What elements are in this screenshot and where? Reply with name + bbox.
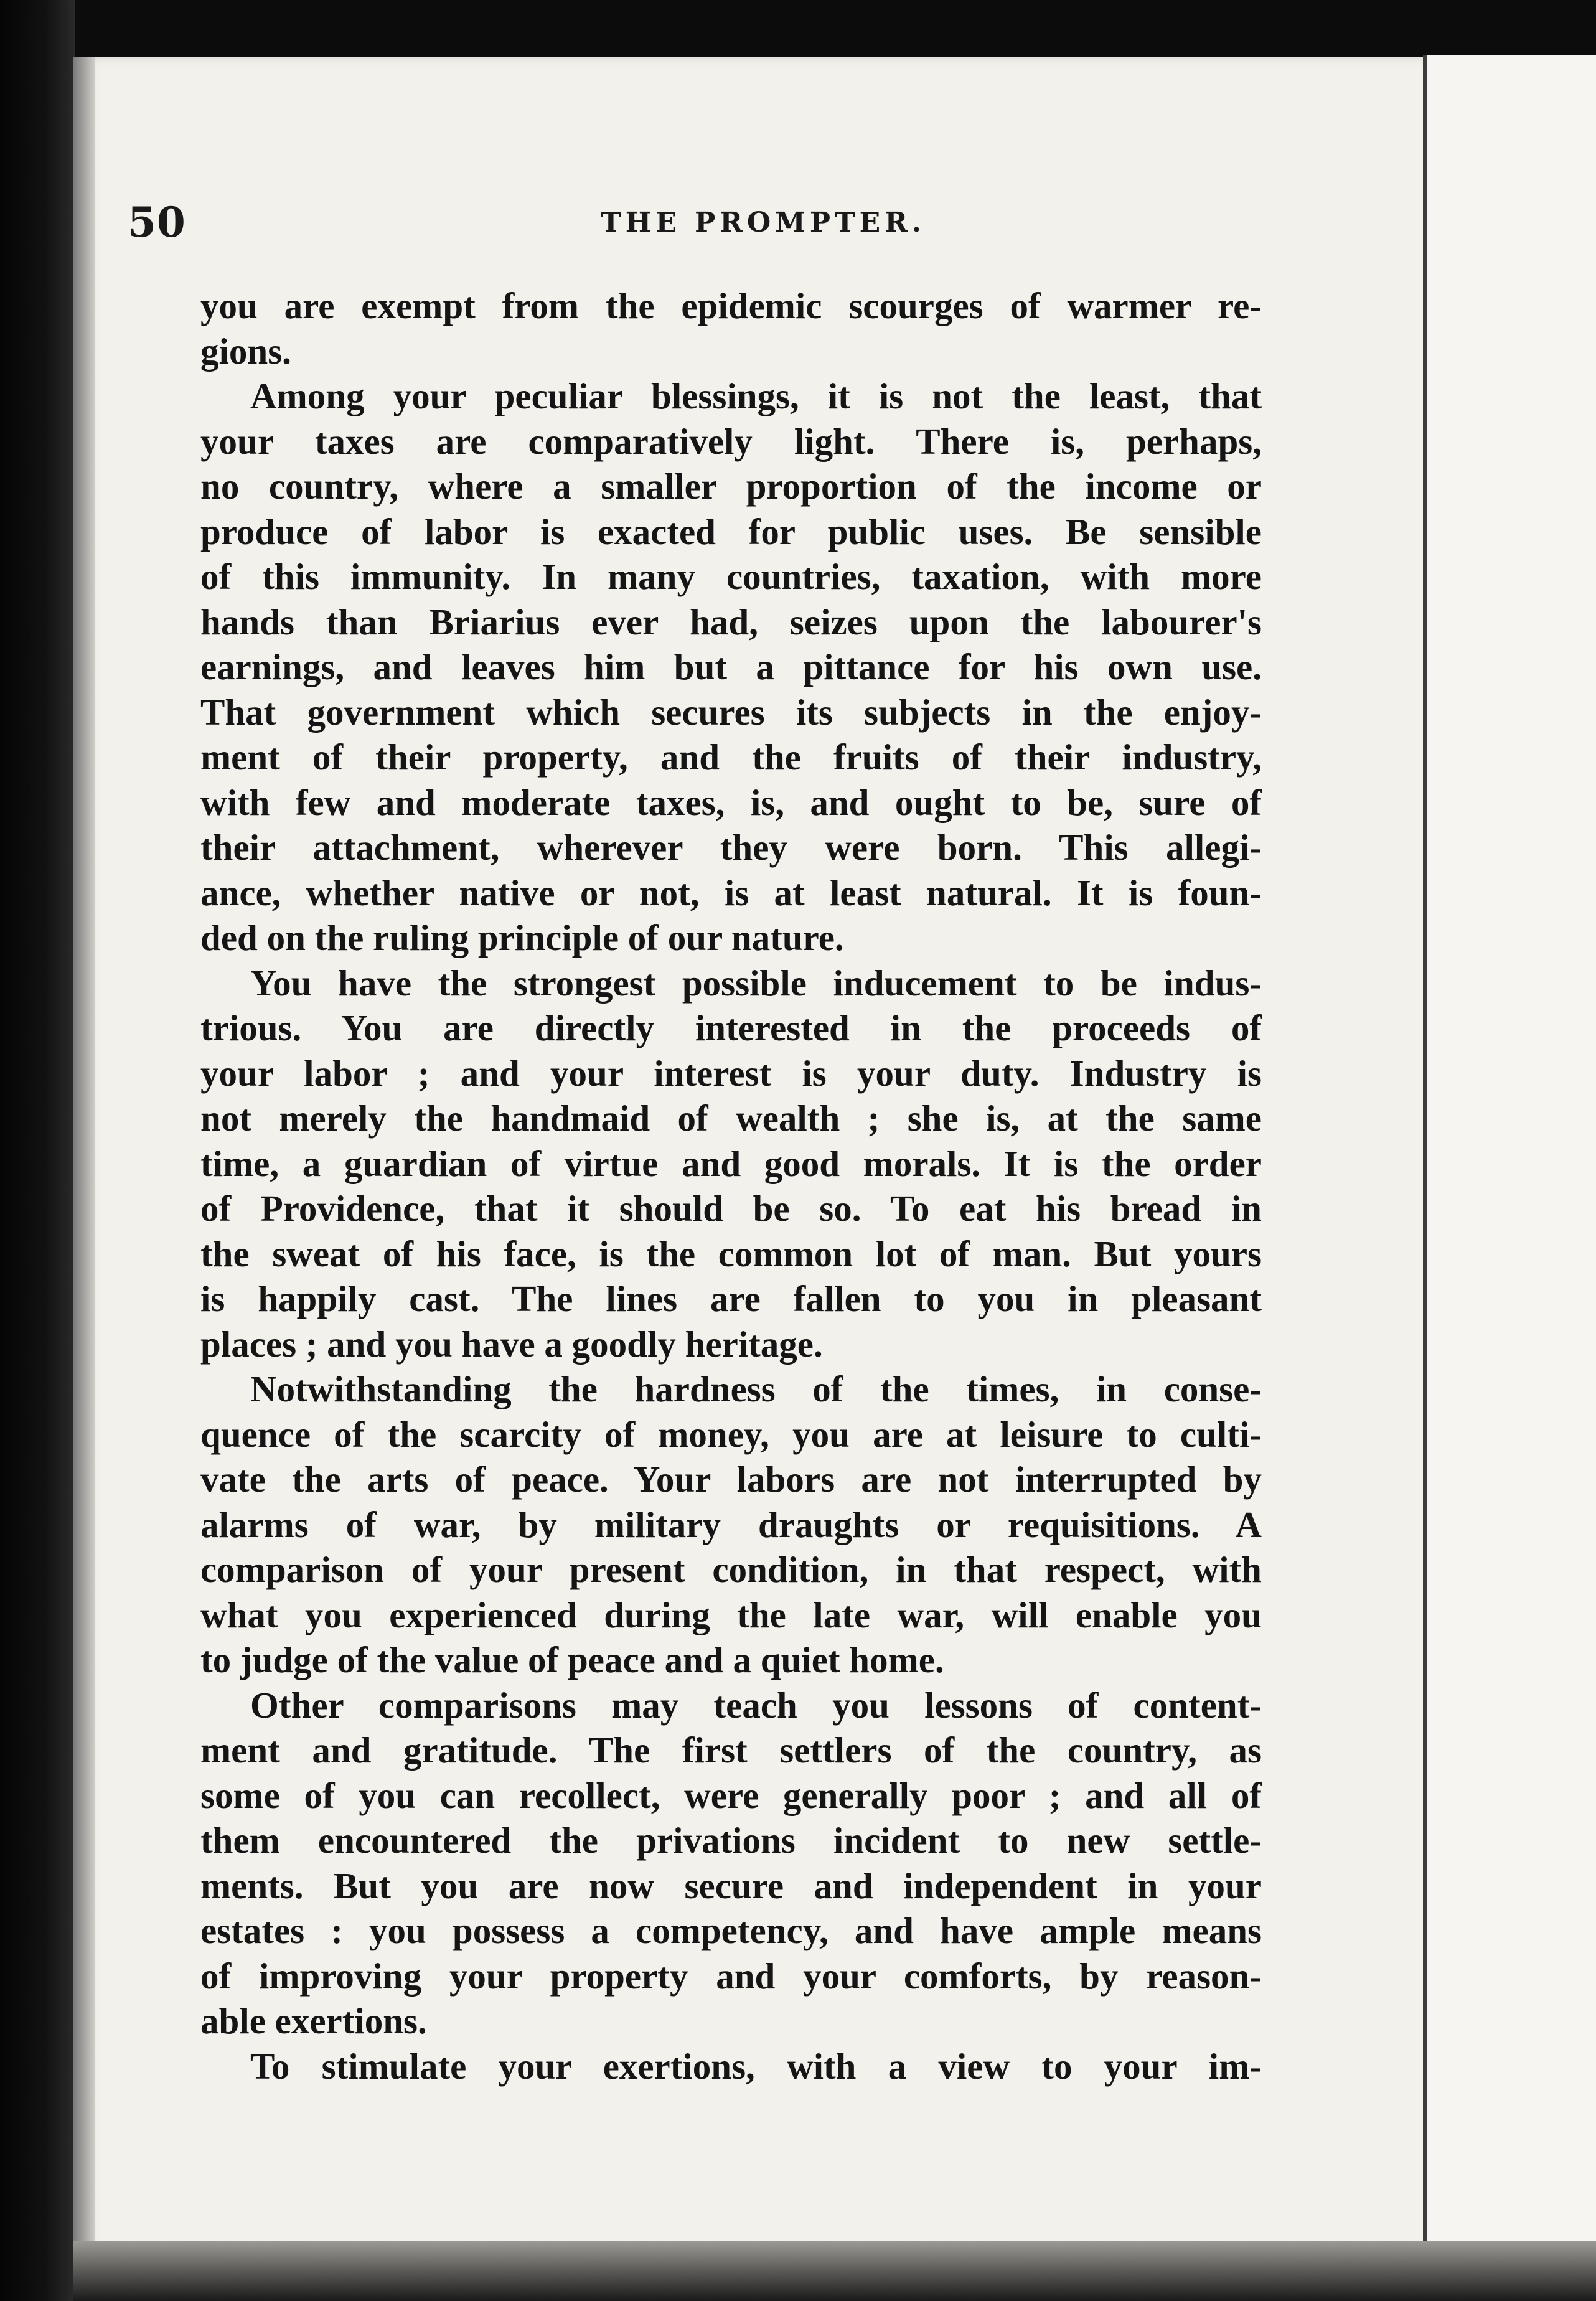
text-line: quence of the scarcity of money, you are at leisure to culti-: [200, 1413, 1262, 1455]
text-line: ment and gratitude. The first settlers of the country, as: [200, 1729, 1262, 1771]
text-line: is happily cast. The lines are fallen to you in pleasant: [200, 1278, 1262, 1319]
text-line: what you experienced during the late war, will enable you: [200, 1594, 1262, 1635]
text-line: no country, where a smaller proportion of the income or: [200, 466, 1262, 507]
text-line: ance, whether native or not, is at least natural. It is foun-: [200, 872, 1262, 913]
text-line: You have the strongest possible inducement to be indus-: [250, 962, 1262, 1004]
scan-bottom-border: [73, 2241, 1596, 2301]
text-line: ded on the ruling principle of our nature.: [200, 917, 844, 958]
text-line: ments. But you are now secure and independent in your: [200, 1865, 1262, 1906]
scan-left-border: [0, 0, 75, 2301]
facing-page-edge: [1423, 55, 1596, 2284]
text-line: places ; and you have a goodly heritage.: [200, 1323, 823, 1365]
text-line: you are exempt from the epidemic scourges of warmer re-: [200, 285, 1262, 326]
text-line: time, a guardian of virtue and good morals. It is the order: [200, 1142, 1262, 1184]
text-line: of improving your property and your comforts, by reason-: [200, 1955, 1262, 1997]
text-line: Other comparisons may teach you lessons of content-: [250, 1684, 1262, 1726]
text-line: produce of labor is exacted for public uses. Be sensible: [200, 511, 1262, 552]
text-line: trious. You are directly interested in the proceeds of: [200, 1007, 1262, 1048]
page-number: 50: [128, 198, 186, 247]
text-line: Notwithstanding the hardness of the times, in conse-: [250, 1368, 1262, 1409]
text-line: That government which secures its subjects in the enjoy-: [200, 691, 1262, 733]
text-line: estates : you possess a competency, and have ample means: [200, 1910, 1262, 1951]
page-header: [128, 198, 1285, 248]
text-line: alarms of war, by military draughts or requisitions. A: [200, 1503, 1262, 1545]
text-line: able exertions.: [200, 2000, 427, 2041]
text-line: To stimulate your exertions, with a view to your im-: [250, 2045, 1262, 2087]
text-line: of Providence, that it should be so. To eat his bread in: [200, 1188, 1262, 1229]
text-line: gions.: [200, 330, 291, 372]
running-head: THE PROMPTER.: [601, 207, 926, 238]
body-text: [200, 283, 1262, 2089]
page-gutter-shadow: [73, 57, 95, 2280]
text-line: with few and moderate taxes, is, and ought to be, sure of: [200, 781, 1262, 823]
text-line: comparison of your present condition, in that respect, with: [200, 1549, 1262, 1590]
text-line: earnings, and leaves him but a pittance for his own use.: [200, 646, 1262, 687]
text-line: some of you can recollect, were generally poor ; and all of: [200, 1774, 1262, 1816]
text-line: their attachment, wherever they were born. This allegi-: [200, 827, 1262, 868]
text-line: not merely the handmaid of wealth ; she is, at the same: [200, 1098, 1262, 1139]
text-line: Among your peculiar blessings, it is not the least, that: [250, 375, 1262, 416]
text-line: vate the arts of peace. Your labors are not interrupted by: [200, 1459, 1262, 1500]
text-line: ment of their property, and the fruits of their industry,: [200, 736, 1262, 778]
text-line: of this immunity. In many countries, taxation, with more: [200, 556, 1262, 597]
text-line: to judge of the value of peace and a quiet home.: [200, 1639, 944, 1680]
text-line: hands than Briarius ever had, seizes upon the labourer's: [200, 601, 1262, 642]
text-line: your labor ; and your interest is your duty. Industry is: [200, 1052, 1262, 1094]
text-line: your taxes are comparatively light. There is, perhaps,: [200, 420, 1262, 462]
text-line: the sweat of his face, is the common lot of man. But yours: [200, 1233, 1262, 1274]
text-line: them encountered the privations incident to new settle-: [200, 1820, 1262, 1861]
